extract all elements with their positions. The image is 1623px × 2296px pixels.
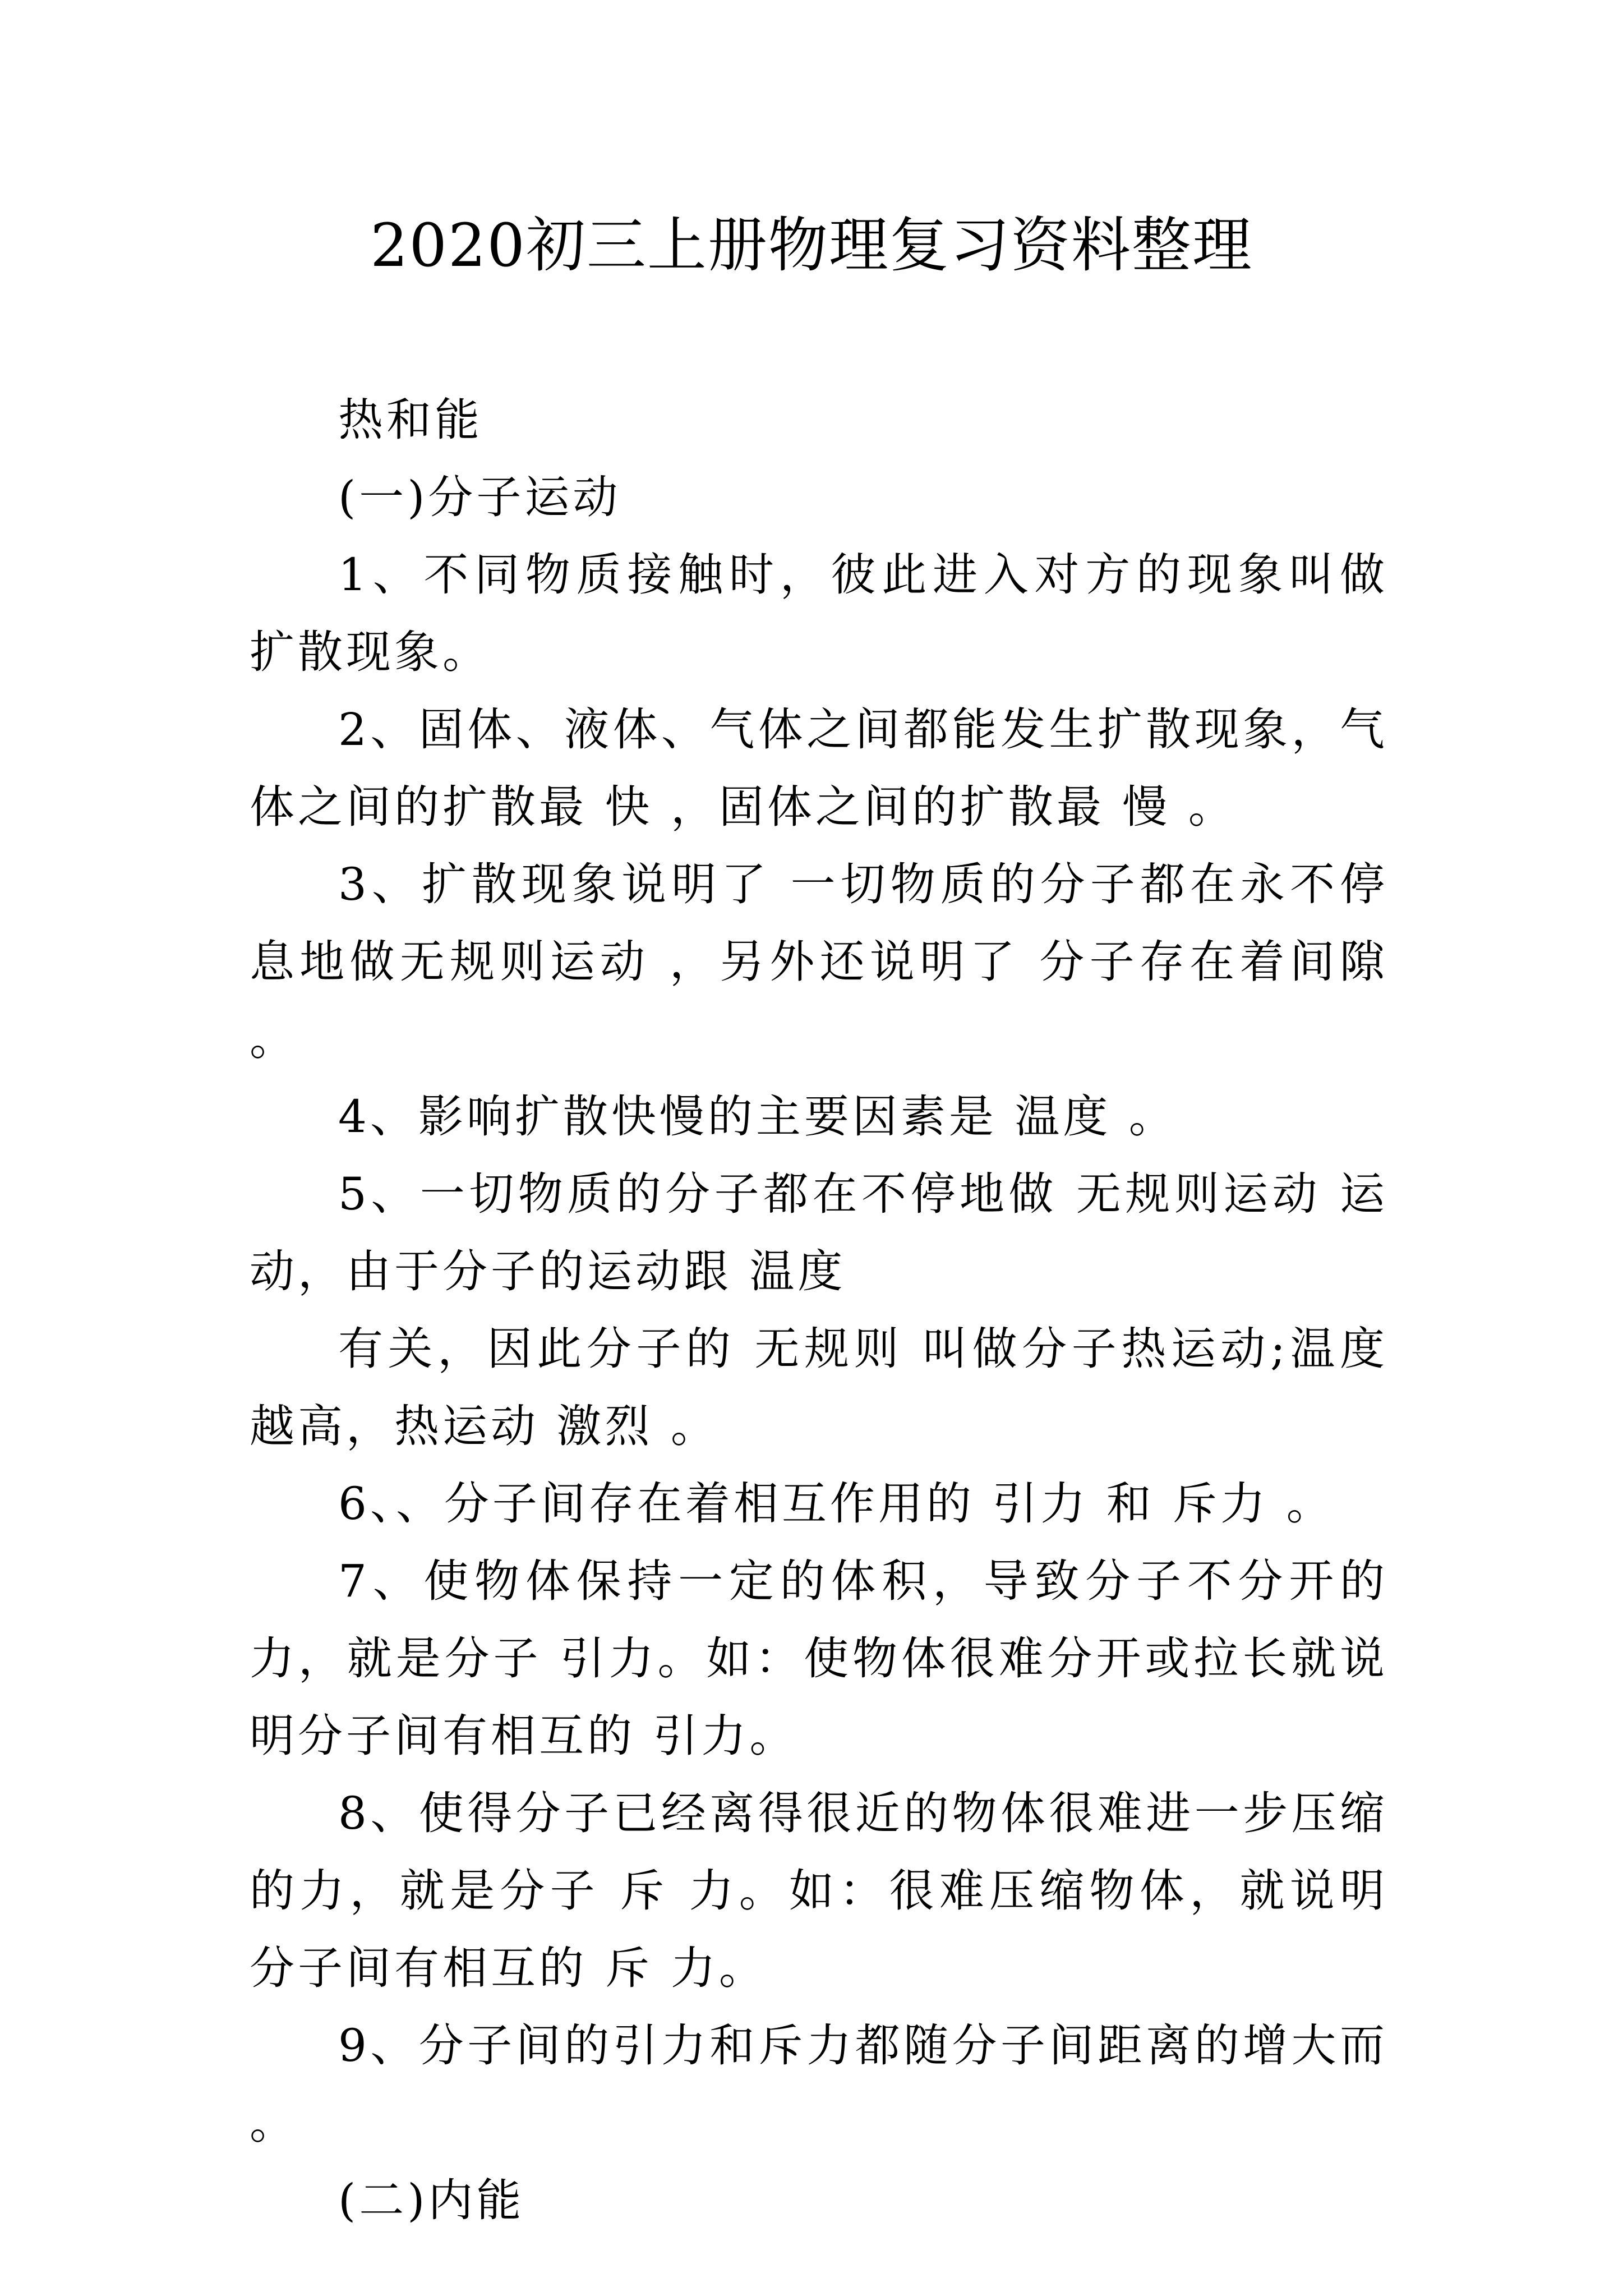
paragraph: 7、使物体保持一定的体积，导致分子不分开的力，就是分子 引力。如：使物体很难分开或拉长就说明分子间有相互的 引力。 bbox=[250, 1555, 1388, 1762]
paragraph: 6、、分子间存在着相互作用的 引力 和 斥力 。 bbox=[338, 1478, 1335, 1530]
paragraph: 5、一切物质的分子都在不停地做 无规则运动 运动，由于分子的运动跟 温度 bbox=[250, 1168, 1388, 1297]
document-title: 2020初三上册物理复习资料整理 bbox=[370, 211, 1253, 280]
paragraph: 1、不同物质接触时，彼此进入对方的现象叫做 扩散现象。 bbox=[250, 549, 1388, 678]
document-body bbox=[250, 381, 1388, 2239]
paragraph: 3、扩散现象说明了 一切物质的分子都在永不停息地做无规则运动 ，另外还说明了 分子存在着间隙 。 bbox=[250, 858, 1388, 1065]
paragraph: 有关，因此分子的 无规则 叫做分子热运动;温度越高，热运动 激烈 。 bbox=[250, 1323, 1388, 1452]
paragraph: 2、固体、液体、气体之间都能发生扩散现象，气体之间的扩散最 快 ，固体之间的扩散最 慢 。 bbox=[250, 703, 1388, 833]
section-heading: 热和能 bbox=[338, 394, 483, 446]
subsection-heading: (二)内能 bbox=[338, 2174, 525, 2226]
subsection-heading: (一)分子运动 bbox=[338, 471, 621, 523]
paragraph: 9、分子间的引力和斥力都随分子间距离的增大而 。 bbox=[250, 2019, 1388, 2149]
paragraph: 4、影响扩散快慢的主要因素是 温度 。 bbox=[338, 1091, 1177, 1143]
paragraph: 8、使得分子已经离得很近的物体很难进一步压缩的力，就是分子 斥 力。如：很难压缩物体，就说明分子间有相互的 斥 力。 bbox=[250, 1787, 1388, 1994]
